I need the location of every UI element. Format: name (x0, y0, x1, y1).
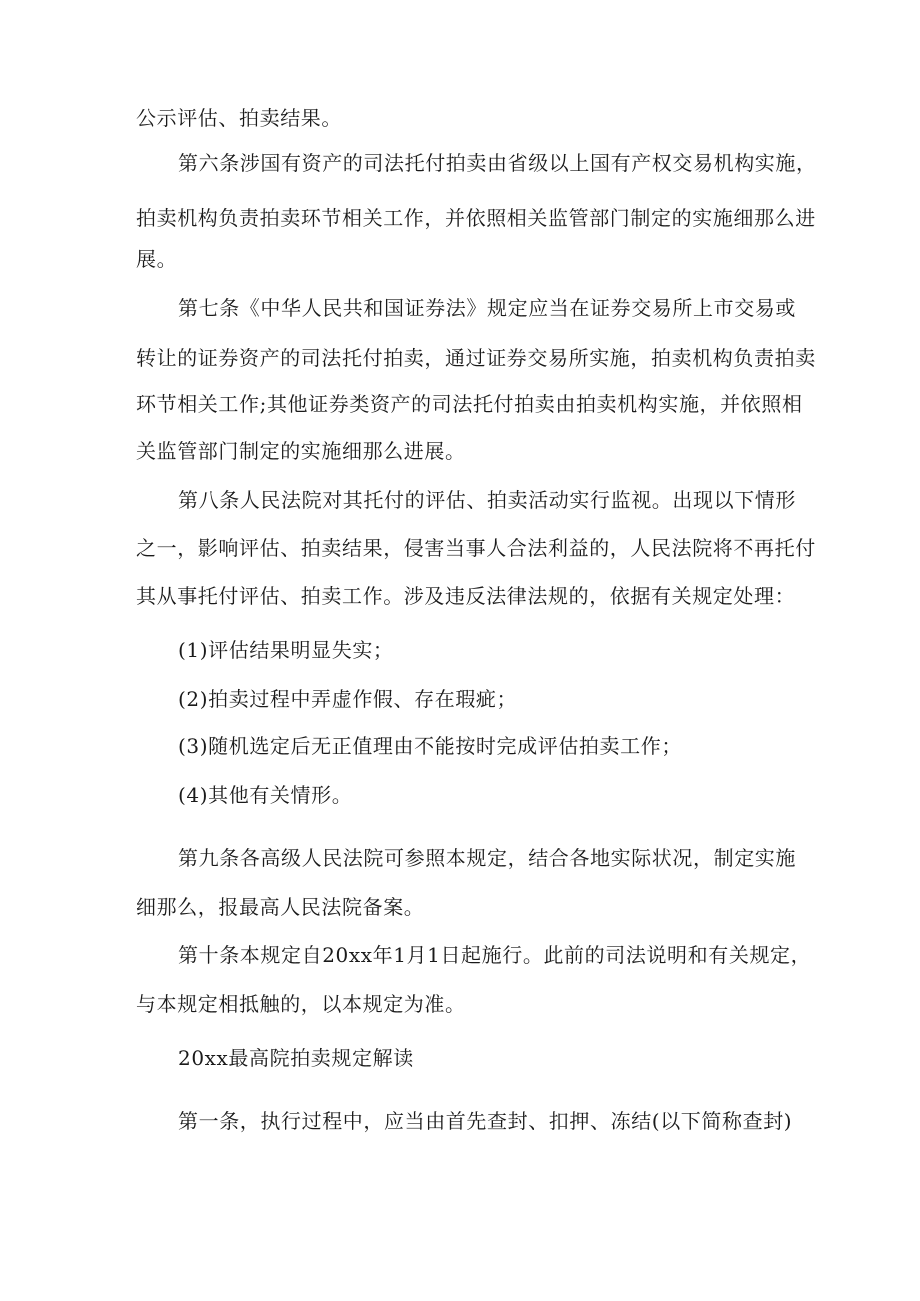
text-line: 第七条《中华人民共和国证券法》规定应当在证券交易所上市交易或 (178, 296, 796, 320)
text-line: 展。 (136, 247, 178, 271)
text-line: 与本规定相抵触的，以本规定为准。 (136, 992, 466, 1016)
text-line: 细那么，报最高人民法院备案。 (136, 895, 425, 919)
text-line: 拍卖机构负责拍卖环节相关工作，并依照相关监管部门制定的实施细那么进 (136, 206, 816, 230)
list-item: (2)拍卖过程中弄虚作假、存在瑕疵； (178, 687, 518, 711)
text-line: 第六条涉国有资产的司法托付拍卖由省级以上国有产权交易机构实施， (178, 151, 817, 175)
text-line: 第一条，执行过程中，应当由首先查封、扣押、冻结(以下简称查封) (178, 1109, 793, 1133)
text-line: 环节相关工作;其他证券类资产的司法托付拍卖由拍卖机构实施，并依照相 (136, 392, 803, 416)
list-item: (4)其他有关情形。 (178, 783, 353, 807)
list-item: (3)随机选定后无正值理由不能按时完成评估拍卖工作； (178, 734, 682, 758)
section-heading: 20xx最高院拍卖规定解读 (178, 1046, 414, 1070)
text-line: 第九条各高级人民法院可参照本规定，结合各地实际状况，制定实施 (178, 846, 796, 870)
text-line: 关监管部门制定的实施细那么进展。 (136, 439, 466, 463)
text-line: 第八条人民法院对其托付的评估、拍卖活动实行监视。出现以下情形 (178, 488, 796, 512)
text-line: 转让的证券资产的司法托付拍卖，通过证券交易所实施，拍卖机构负责拍卖 (136, 346, 816, 370)
text-line: 之一，影响评估、拍卖结果，侵害当事人合法利益的，人民法院将不再托付 (136, 536, 816, 560)
text-line: 第十条本规定自20xx年1月1日起施行。此前的司法说明和有关规定， (178, 943, 812, 967)
text-line: 其从事托付评估、拍卖工作。涉及违反法律法规的，依据有关规定处理： (136, 584, 796, 608)
text-line: 公示评估、拍卖结果。 (136, 106, 342, 130)
list-item: (1)评估结果明显失实； (178, 638, 394, 662)
